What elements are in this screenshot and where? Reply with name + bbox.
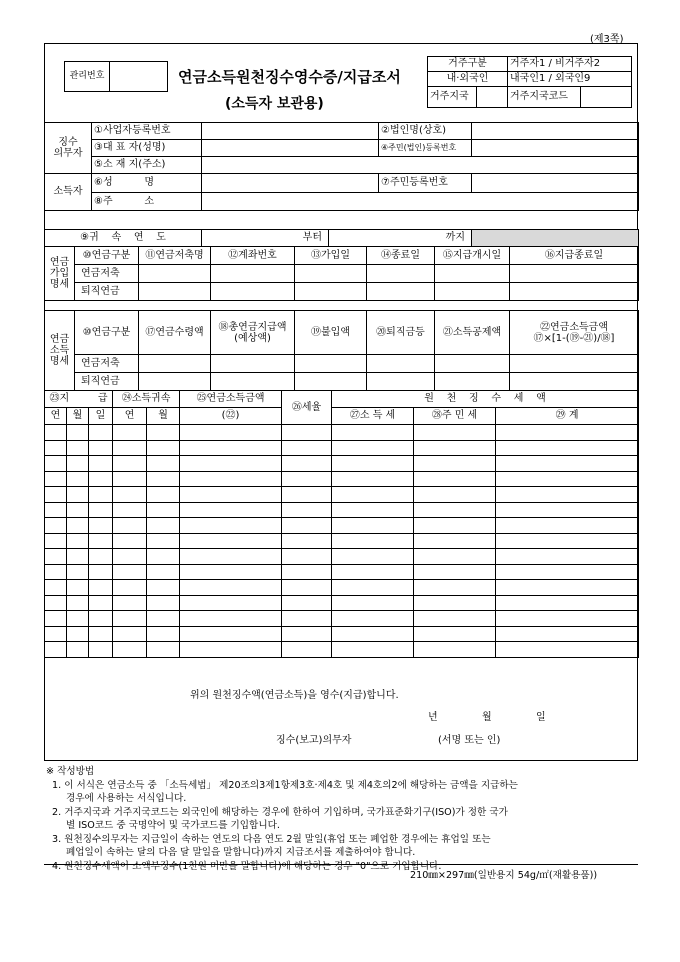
withholding-cell[interactable] <box>496 611 639 627</box>
withholding-row <box>45 440 639 456</box>
sub-header-account: ⑫계좌번호 <box>211 247 295 265</box>
resident-reg-no-label: ④주민(법인)등록번호 <box>379 140 472 157</box>
withholding-cell[interactable] <box>67 518 89 534</box>
withholding-cell[interactable] <box>180 487 282 503</box>
withholding-cell[interactable] <box>45 440 67 456</box>
subscription-table <box>44 246 639 301</box>
withholding-row <box>45 518 639 534</box>
wh-header-day: 일 <box>89 408 113 425</box>
note-line: 3. 원천징수의무자는 지급일이 속하는 연도의 다음 연도 2월 말일(휴업 또는 폐업한 경우에는 휴업일 또는 <box>52 833 491 845</box>
withholding-cell[interactable] <box>414 487 496 503</box>
inc-cell[interactable] <box>139 373 211 391</box>
sub-header-join: ⑬가입일 <box>295 247 367 265</box>
withholding-cell[interactable] <box>496 487 639 503</box>
withholding-cell[interactable] <box>67 533 89 549</box>
address-label: ⑤소 재 지(주소) <box>92 157 202 174</box>
withholding-cell[interactable] <box>113 611 147 627</box>
business-reg-no-label: ①사업자등록번호 <box>92 123 202 140</box>
inc-header-retirement: ⑳퇴직금등 <box>367 311 435 355</box>
withholding-cell[interactable] <box>414 518 496 534</box>
withholding-cell[interactable] <box>282 580 332 596</box>
withholding-cell[interactable] <box>147 487 180 503</box>
withholding-cell[interactable] <box>67 440 89 456</box>
address-field[interactable] <box>202 157 639 174</box>
withholding-cell[interactable] <box>332 642 414 658</box>
withholding-row <box>45 471 639 487</box>
withholding-cell[interactable] <box>332 533 414 549</box>
country-code-label <box>508 87 632 108</box>
earner-name-label: ⑥성 명 <box>92 174 202 193</box>
withholding-row <box>45 487 639 503</box>
attribution-year-label: ⑨귀 속 연 도 <box>45 230 202 247</box>
withholding-cell[interactable] <box>89 533 113 549</box>
wh-header-resident-tax: ㉘주 민 세 <box>414 408 496 425</box>
withholding-cell[interactable] <box>332 595 414 611</box>
withholding-cell[interactable] <box>180 425 282 441</box>
wh-header-month: 월 <box>67 408 89 425</box>
withholding-cell[interactable] <box>332 456 414 472</box>
withholding-cell[interactable] <box>67 595 89 611</box>
withholding-cell[interactable] <box>282 456 332 472</box>
wh-header-paid: ㉓지 급 <box>45 391 113 408</box>
withholding-cell[interactable] <box>332 580 414 596</box>
withholding-row <box>45 626 639 642</box>
withholding-cell[interactable] <box>67 580 89 596</box>
bottom-rule <box>44 864 638 865</box>
receipt-statement: 위의 원천징수액(연금소득)을 영수(지급)합니다. <box>190 690 399 701</box>
page-subtitle: (소득자 보관용) <box>225 96 324 112</box>
business-reg-no-field[interactable] <box>202 123 379 140</box>
earner-id-label: ⑦주민등록번호 <box>379 174 472 193</box>
country-code-field[interactable] <box>580 87 631 107</box>
withholding-cell[interactable] <box>45 626 67 642</box>
withholding-cell[interactable] <box>147 456 180 472</box>
sub-header-end: ⑭종료일 <box>367 247 435 265</box>
sub-cell[interactable] <box>295 283 367 301</box>
withholding-cell[interactable] <box>496 502 639 518</box>
withholding-cell[interactable] <box>180 549 282 565</box>
withholding-cell[interactable] <box>332 611 414 627</box>
mgmt-number-label: 관리번호 <box>69 71 105 81</box>
withholding-cell[interactable] <box>89 595 113 611</box>
form-number: (제3쪽) <box>590 34 624 45</box>
wh-header-year: 연 <box>45 408 67 425</box>
sub-cell[interactable] <box>139 283 211 301</box>
wh-header-rate: ㉖세율 <box>282 391 332 425</box>
withholding-cell[interactable] <box>332 549 414 565</box>
note-line: 2. 거주지국과 거주지국코드는 외국인에 해당하는 경우에 한하여 기입하며, 국가표준화기구(ISO)가 정한 국가 <box>52 806 508 818</box>
representative-field[interactable] <box>202 140 379 157</box>
withholding-cell[interactable] <box>496 564 639 580</box>
inc-cell[interactable] <box>295 355 367 373</box>
withholding-row <box>45 611 639 627</box>
withholding-cell[interactable] <box>180 564 282 580</box>
receipt-month: 월 <box>482 712 492 723</box>
sub-cell[interactable] <box>211 265 295 283</box>
withholding-cell[interactable] <box>496 440 639 456</box>
inc-cell[interactable] <box>295 373 367 391</box>
withholding-cell[interactable] <box>89 518 113 534</box>
withholding-cell[interactable] <box>282 440 332 456</box>
withholding-cell[interactable] <box>147 502 180 518</box>
withholding-cell[interactable] <box>496 580 639 596</box>
nationality-label: 내·외국인 <box>428 72 508 87</box>
withholding-cell[interactable] <box>496 425 639 441</box>
inc-cell[interactable] <box>510 355 639 373</box>
withholding-cell[interactable] <box>414 502 496 518</box>
withholding-row <box>45 533 639 549</box>
note-line: 경우에 사용하는 서식입니다. <box>66 793 187 804</box>
country-field[interactable] <box>476 87 507 107</box>
withholding-cell[interactable] <box>414 564 496 580</box>
withholding-cell[interactable] <box>282 533 332 549</box>
withholding-cell[interactable] <box>332 487 414 503</box>
withholding-cell[interactable] <box>89 611 113 627</box>
withholding-cell[interactable] <box>113 533 147 549</box>
residency-value[interactable]: 거주자1 / 비거주자2 <box>508 57 632 72</box>
withholding-cell[interactable] <box>282 487 332 503</box>
withholding-row <box>45 549 639 565</box>
inc-header-received: ⑰연금수령액 <box>139 311 211 355</box>
withholding-cell[interactable] <box>147 564 180 580</box>
withholding-cell[interactable] <box>89 502 113 518</box>
sub-cell[interactable] <box>435 265 510 283</box>
withholding-cell[interactable] <box>496 533 639 549</box>
wh-header-amount: ㉕연금소득금액 <box>180 391 282 408</box>
withholding-cell[interactable] <box>89 626 113 642</box>
inc-row-label: 연금저축 <box>75 355 139 373</box>
withholding-cell[interactable] <box>45 564 67 580</box>
withholding-cell[interactable] <box>180 533 282 549</box>
wh-header-tax: 원 천 징 수 세 액 <box>332 391 639 408</box>
withholding-cell[interactable] <box>282 502 332 518</box>
receipt-year: 년 <box>428 712 438 723</box>
withholding-cell[interactable] <box>113 456 147 472</box>
withholding-cell[interactable] <box>113 564 147 580</box>
withholding-cell[interactable] <box>332 471 414 487</box>
withholding-cell[interactable] <box>414 580 496 596</box>
withholding-cell[interactable] <box>89 580 113 596</box>
withholding-cell[interactable] <box>67 549 89 565</box>
withholding-cell[interactable] <box>113 502 147 518</box>
sub-header-pay-start: ⑮지급개시일 <box>435 247 510 265</box>
withholding-cell[interactable] <box>113 487 147 503</box>
withholding-cell[interactable] <box>180 502 282 518</box>
withholding-cell[interactable] <box>180 611 282 627</box>
withholding-cell[interactable] <box>147 425 180 441</box>
withholding-cell[interactable] <box>67 456 89 472</box>
sub-row-label: 연금저축 <box>75 265 139 283</box>
inc-header-total: ⑱총연금지급액 (예상액) <box>211 311 295 355</box>
inc-cell[interactable] <box>367 373 435 391</box>
withholding-cell[interactable] <box>180 456 282 472</box>
withholding-cell[interactable] <box>67 626 89 642</box>
withholding-cell[interactable] <box>282 564 332 580</box>
withholding-cell[interactable] <box>414 611 496 627</box>
withholding-row <box>45 456 639 472</box>
residency-table <box>427 56 632 108</box>
country-label <box>428 87 508 108</box>
withholding-cell[interactable] <box>332 440 414 456</box>
withholding-cell[interactable] <box>180 642 282 658</box>
withholding-cell[interactable] <box>414 425 496 441</box>
withholding-cell[interactable] <box>67 611 89 627</box>
withholding-cell[interactable] <box>89 642 113 658</box>
withholding-cell[interactable] <box>45 549 67 565</box>
withholding-cell[interactable] <box>414 440 496 456</box>
withholding-cell[interactable] <box>496 642 639 658</box>
withholding-row <box>45 425 639 441</box>
withholding-cell[interactable] <box>496 595 639 611</box>
sub-cell[interactable] <box>510 265 639 283</box>
withholding-cell[interactable] <box>113 595 147 611</box>
note-line: 1. 이 서식은 연금소득 중 「소득세법」 제20조의3제1항제3호·제4호 및 제4호의2에 해당하는 금액을 지급하는 <box>52 779 518 791</box>
withholding-cell[interactable] <box>180 626 282 642</box>
income-table <box>44 310 639 391</box>
mgmt-number-box <box>64 61 110 92</box>
page-title: 연금소득원천징수영수증/지급조서 <box>178 68 401 86</box>
withholding-cell[interactable] <box>45 518 67 534</box>
withholding-cell[interactable] <box>89 564 113 580</box>
withholding-cell[interactable] <box>89 440 113 456</box>
instructions <box>46 765 637 873</box>
note-line: 폐업일이 속하는 달의 다음 달 말일을 말합니다)까지 지급조서를 제출하여야 합니다. <box>66 847 416 858</box>
withholding-cell[interactable] <box>180 595 282 611</box>
inc-cell[interactable] <box>211 355 295 373</box>
sub-header-name: ⑪연금저축명 <box>139 247 211 265</box>
representative-label: ③대 표 자(성명) <box>92 140 202 157</box>
withholding-cell[interactable] <box>45 611 67 627</box>
withholding-cell[interactable] <box>414 533 496 549</box>
sub-cell[interactable] <box>139 265 211 283</box>
withholding-cell[interactable] <box>113 626 147 642</box>
withholding-cell[interactable] <box>180 518 282 534</box>
receipt-sign: (서명 또는 인) <box>438 735 501 746</box>
sub-row-label: 퇴직연금 <box>75 283 139 301</box>
withholding-cell[interactable] <box>67 425 89 441</box>
instructions-title: ※ 작성방법 <box>46 766 95 777</box>
withholding-cell[interactable] <box>282 642 332 658</box>
withholding-cell[interactable] <box>147 642 180 658</box>
withholding-cell[interactable] <box>147 595 180 611</box>
withholding-cell[interactable] <box>89 549 113 565</box>
withholding-cell[interactable] <box>45 533 67 549</box>
withholding-cell[interactable] <box>67 487 89 503</box>
withholding-cell[interactable] <box>147 533 180 549</box>
withholding-cell[interactable] <box>414 626 496 642</box>
withholding-cell[interactable] <box>332 626 414 642</box>
withholding-cell[interactable] <box>147 626 180 642</box>
earner-address-label: ⑧주 소 <box>92 193 202 211</box>
withholding-cell[interactable] <box>113 471 147 487</box>
earner-label: 소득자 <box>45 174 92 211</box>
sub-header-pay-end: ⑯지급종료일 <box>510 247 639 265</box>
sub-cell[interactable] <box>367 283 435 301</box>
withholding-cell[interactable] <box>180 580 282 596</box>
income-label: 연금 소득 명세 <box>45 311 75 391</box>
sub-cell[interactable] <box>435 283 510 301</box>
withholding-row <box>45 564 639 580</box>
withholding-cell[interactable] <box>45 487 67 503</box>
withholding-row <box>45 502 639 518</box>
period-to[interactable] <box>329 230 472 247</box>
note-line: 4. 원천징수세액이 소액부징수(1천원 미만을 말합니다)에 해당하는 경우 "0"으로 기입합니다. <box>52 860 442 872</box>
withholding-cell[interactable] <box>147 471 180 487</box>
withholding-cell[interactable] <box>45 580 67 596</box>
to-label: 까지 <box>445 232 465 243</box>
withholding-cell[interactable] <box>282 611 332 627</box>
resident-reg-no-field[interactable] <box>472 140 639 157</box>
withholding-cell[interactable] <box>282 471 332 487</box>
inc-cell[interactable] <box>139 355 211 373</box>
withholding-cell[interactable] <box>332 425 414 441</box>
inc-cell[interactable] <box>435 355 510 373</box>
withholding-cell[interactable] <box>332 502 414 518</box>
withholding-cell[interactable] <box>45 425 67 441</box>
sub-header-type: ⑩연금구분 <box>75 247 139 265</box>
inc-cell[interactable] <box>211 373 295 391</box>
withholding-cell[interactable] <box>147 549 180 565</box>
inc-cell[interactable] <box>435 373 510 391</box>
withholding-cell[interactable] <box>496 471 639 487</box>
shaded-cell <box>472 230 639 247</box>
country-label-text: 거주지국 <box>428 87 476 107</box>
withholding-row <box>45 595 639 611</box>
withholding-cell[interactable] <box>282 549 332 565</box>
withholding-cell[interactable] <box>67 564 89 580</box>
period-from[interactable] <box>202 230 329 247</box>
withholding-cell[interactable] <box>414 549 496 565</box>
earner-address-field[interactable] <box>202 193 639 211</box>
withholding-cell[interactable] <box>496 518 639 534</box>
wh-header-attr-month: 월 <box>147 408 180 425</box>
withholding-cell[interactable] <box>282 595 332 611</box>
withholding-cell[interactable] <box>89 487 113 503</box>
sub-cell[interactable] <box>367 265 435 283</box>
corp-name-label: ②법인명(상호) <box>379 123 472 140</box>
withholding-row <box>45 580 639 596</box>
withholding-cell[interactable] <box>282 626 332 642</box>
withholding-cell[interactable] <box>414 456 496 472</box>
withholding-cell[interactable] <box>414 471 496 487</box>
withholding-cell[interactable] <box>147 611 180 627</box>
payer-earner-table <box>44 122 639 211</box>
receipt-signer: 징수(보고)의무자 <box>276 735 352 746</box>
withholding-cell[interactable] <box>113 440 147 456</box>
withholding-cell[interactable] <box>67 471 89 487</box>
corp-name-field[interactable] <box>472 123 639 140</box>
earner-name-field[interactable] <box>202 174 379 193</box>
withholding-cell[interactable] <box>113 425 147 441</box>
withholding-cell[interactable] <box>113 518 147 534</box>
wh-header-attr-year: 연 <box>113 408 147 425</box>
withholding-cell[interactable] <box>89 471 113 487</box>
paper-spec: 210㎜×297㎜(일반용지 54g/㎡(재활용품)) <box>410 870 598 881</box>
from-label: 부터 <box>302 232 322 243</box>
attribution-year-table <box>44 229 639 247</box>
wh-header-total: ㉙ 계 <box>496 408 639 425</box>
withholding-cell[interactable] <box>89 425 113 441</box>
withholding-cell[interactable] <box>496 549 639 565</box>
withholding-cell[interactable] <box>45 471 67 487</box>
withholding-cell[interactable] <box>113 580 147 596</box>
withholding-cell[interactable] <box>496 456 639 472</box>
withholding-cell[interactable] <box>332 564 414 580</box>
withholding-cell[interactable] <box>332 518 414 534</box>
wh-header-amount-sub: (㉒) <box>180 408 282 425</box>
sub-cell[interactable] <box>510 283 639 301</box>
withholding-row <box>45 642 639 658</box>
withholding-cell[interactable] <box>282 425 332 441</box>
inc-cell[interactable] <box>510 373 639 391</box>
note-line: 별 ISO코드 중 국명약어 및 국가코드를 기입합니다. <box>66 820 280 831</box>
withholding-cell[interactable] <box>45 642 67 658</box>
withholding-cell[interactable] <box>414 595 496 611</box>
receipt-day: 일 <box>536 712 546 723</box>
residency-label: 거주구분 <box>428 57 508 72</box>
withholding-cell[interactable] <box>45 595 67 611</box>
withholding-cell[interactable] <box>496 626 639 642</box>
withholding-cell[interactable] <box>282 518 332 534</box>
wh-header-attribution: ㉔소득귀속 <box>113 391 180 408</box>
inc-header-paid-in: ⑲불입액 <box>295 311 367 355</box>
withholding-cell[interactable] <box>147 518 180 534</box>
withholding-cell[interactable] <box>147 440 180 456</box>
withholding-cell[interactable] <box>147 580 180 596</box>
withholding-table <box>44 390 639 658</box>
withholding-cell[interactable] <box>45 456 67 472</box>
earner-id-field[interactable] <box>472 174 639 193</box>
inc-header-type: ⑩연금구분 <box>75 311 139 355</box>
inc-header-income-amount: ㉒연금소득금액 ⑰×[1-(⑲-㉑)/⑱] <box>510 311 639 355</box>
withholding-cell[interactable] <box>113 549 147 565</box>
sub-cell[interactable] <box>211 283 295 301</box>
inc-row-label: 퇴직연금 <box>75 373 139 391</box>
nationality-value[interactable]: 내국인1 / 외국인9 <box>508 72 632 87</box>
country-code-label-text: 거주지국코드 <box>508 87 580 107</box>
payer-label: 징수 의무자 <box>45 123 92 174</box>
wh-header-income-tax: ㉗소 득 세 <box>332 408 414 425</box>
withholding-cell[interactable] <box>67 642 89 658</box>
withholding-cell[interactable] <box>414 642 496 658</box>
mgmt-number-field[interactable] <box>109 61 168 92</box>
withholding-cell[interactable] <box>180 440 282 456</box>
subscription-label: 연금 가입 명세 <box>45 247 75 301</box>
withholding-cell[interactable] <box>180 471 282 487</box>
sub-cell[interactable] <box>295 265 367 283</box>
withholding-cell[interactable] <box>89 456 113 472</box>
inc-header-deduction: ㉑소득공제액 <box>435 311 510 355</box>
withholding-cell[interactable] <box>113 642 147 658</box>
inc-cell[interactable] <box>367 355 435 373</box>
withholding-cell[interactable] <box>67 502 89 518</box>
withholding-cell[interactable] <box>45 502 67 518</box>
